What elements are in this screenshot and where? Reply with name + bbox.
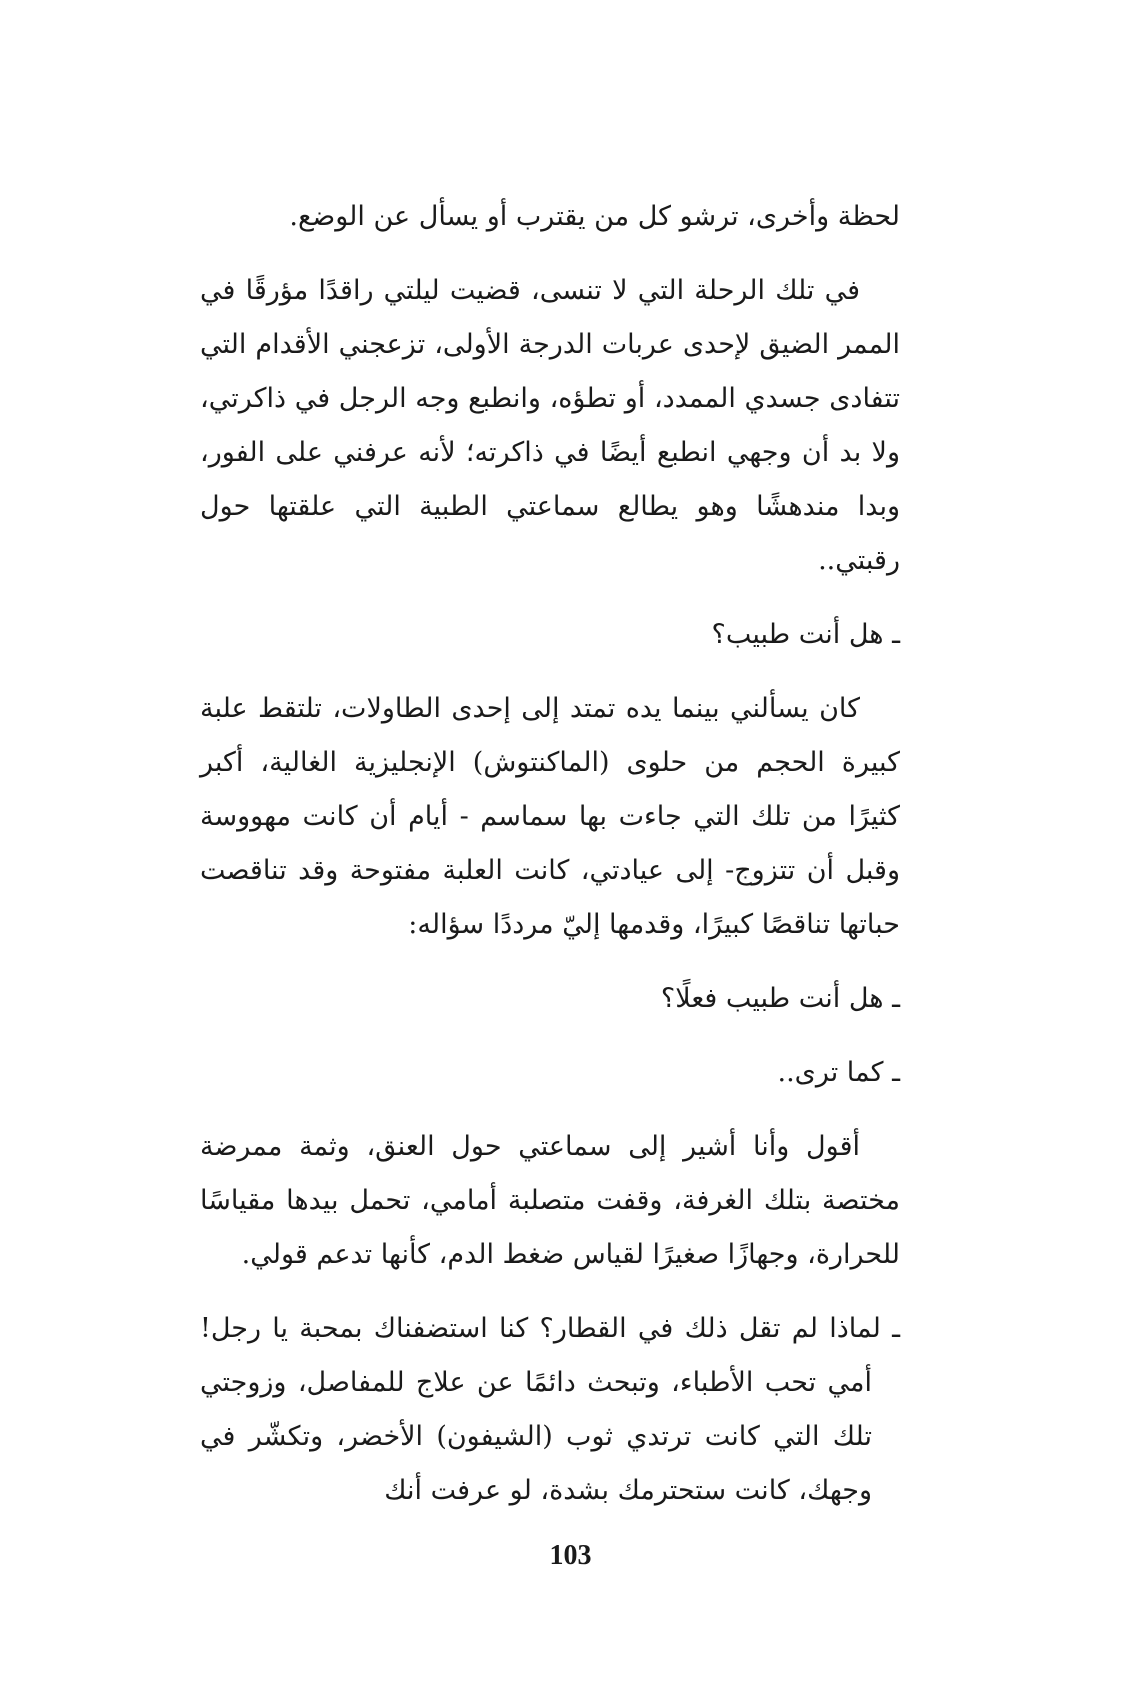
dialogue-line-really-doctor: ـ هل أنت طبيب فعلًا؟ [660, 983, 900, 1014]
dialogue-line-why-not-say: ـ لماذا لم تقل ذلك في القطار؟ كنا استضفناك بمحبة يا رجل! أمي تحب الأطباء، وتبحث دائمًا عن علاج للمفاصل، وزوجتي تلك التي كانت ترتدي ثوب (الشيفون) الأخضر، وتكشّر في وجهك، كانت ستحترمك بشدة، لو عرفت أنك [200, 1313, 900, 1506]
dialogue-line-are-you-doctor: ـ هل أنت طبيب؟ [711, 619, 900, 650]
paragraph-chocolate-box: كان يسألني بينما يده تمتد إلى إحدى الطاولات، تلتقط علبة كبيرة الحجم من حلوى (الماكنتوش) الإنجليزية الغالية، أكبر كثيرًا من تلك التي جاءت بها سماسم - أيام أن كانت مهووسة وقبل أن تتزوج- إلى عيادتي، كانت العلبة مفتوحة وقد تناقصت حباتها تناقصًا كبيرًا، وقدمها إليّ مرددًا سؤاله: [200, 693, 900, 940]
paragraph-train-journey: في تلك الرحلة التي لا تنسى، قضيت ليلتي راقدًا مؤرقًا في الممر الضيق لإحدى عربات الدرجة الأولى، تزعجني الأقدام التي تتفادى جسدي الممدد، أو تطؤه، وانطبع وجه الرجل في ذاكرتي، ولا بد أن وجهي انطبع أيضًا في ذاكرته؛ لأنه عرفني على الفور، وبدا مندهشًا وهو يطالع سماعتي الطبية التي علقتها حول رقبتي.. [200, 275, 900, 576]
page-number: 103 [549, 1540, 592, 1571]
dialogue-line-as-you-see: ـ كما ترى.. [777, 1057, 900, 1088]
paragraph-continuation: لحظة وأخرى، ترشو كل من يقترب أو يسأل عن الوضع. [289, 201, 900, 232]
paragraph-nurse: أقول وأنا أشير إلى سماعتي حول العنق، وثمة ممرضة مختصة بتلك الغرفة، وقفت متصلبة أمامي، تحمل بيدها مقياسًا للحرارة، وجهازًا صغيرًا لقياس ضغط الدم، كأنها تدعم قولي. [200, 1131, 900, 1270]
page-body-text [200, 190, 900, 1538]
